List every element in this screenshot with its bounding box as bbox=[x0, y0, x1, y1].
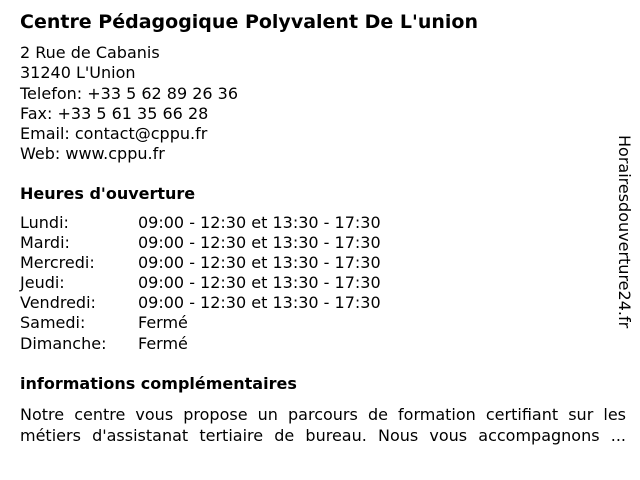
hours-day: Mercredi: bbox=[20, 253, 95, 273]
address-city: 31240 L'Union bbox=[20, 63, 136, 83]
hours-time: 09:00 - 12:30 et 13:30 - 17:30 bbox=[138, 213, 381, 232]
hours-day: Dimanche: bbox=[20, 333, 107, 353]
email-address: Email: contact@cppu.fr bbox=[20, 124, 208, 144]
hours-time: Fermé bbox=[138, 333, 188, 353]
hours-row-mardi bbox=[20, 233, 381, 253]
hours-day: Vendredi: bbox=[20, 293, 96, 313]
hours-time: Fermé bbox=[138, 313, 188, 333]
hours-day: Mardi: bbox=[20, 233, 70, 253]
hours-row-jeudi bbox=[20, 273, 381, 293]
info-line: métiers d'assistanat tertiaire de bureau. Nous vous accompagnons ... bbox=[20, 426, 626, 445]
info-line: Notre centre vous propose un parcours de formation certifiant sur les bbox=[20, 405, 626, 424]
hours-time: 09:00 - 12:30 et 13:30 - 17:30 bbox=[138, 273, 381, 293]
hours-row-lundi bbox=[20, 213, 381, 233]
hours-row-dimanche bbox=[20, 334, 381, 354]
address-street: 2 Rue de Cabanis bbox=[20, 43, 160, 62]
hours-time: 09:00 - 12:30 et 13:30 - 17:30 bbox=[138, 233, 381, 253]
additional-info-heading: informations complémentaires bbox=[20, 374, 297, 393]
phone-number: Telefon: +33 5 62 89 26 36 bbox=[20, 83, 239, 103]
hours-day: Samedi: bbox=[20, 313, 86, 333]
page-title: Centre Pédagogique Polyvalent De L'union bbox=[20, 11, 478, 33]
hours-day: Lundi: bbox=[20, 213, 69, 232]
hours-time: 09:00 - 12:30 et 13:30 - 17:30 bbox=[138, 293, 381, 313]
website-address: Web: www.cppu.fr bbox=[20, 144, 165, 164]
opening-hours-table bbox=[20, 213, 381, 354]
hours-time: 09:00 - 12:30 et 13:30 - 17:30 bbox=[138, 253, 381, 273]
hours-day: Jeudi: bbox=[20, 273, 65, 293]
hours-row-samedi bbox=[20, 313, 381, 333]
hours-row-vendredi bbox=[20, 293, 381, 313]
additional-info-text bbox=[20, 404, 626, 446]
site-watermark: Horairesdouverture24.fr bbox=[615, 135, 634, 329]
fax-number: Fax: +33 5 61 35 66 28 bbox=[20, 103, 209, 123]
opening-hours-heading: Heures d'ouverture bbox=[20, 184, 196, 203]
hours-row-mercredi bbox=[20, 253, 381, 273]
contact-block bbox=[20, 43, 238, 165]
